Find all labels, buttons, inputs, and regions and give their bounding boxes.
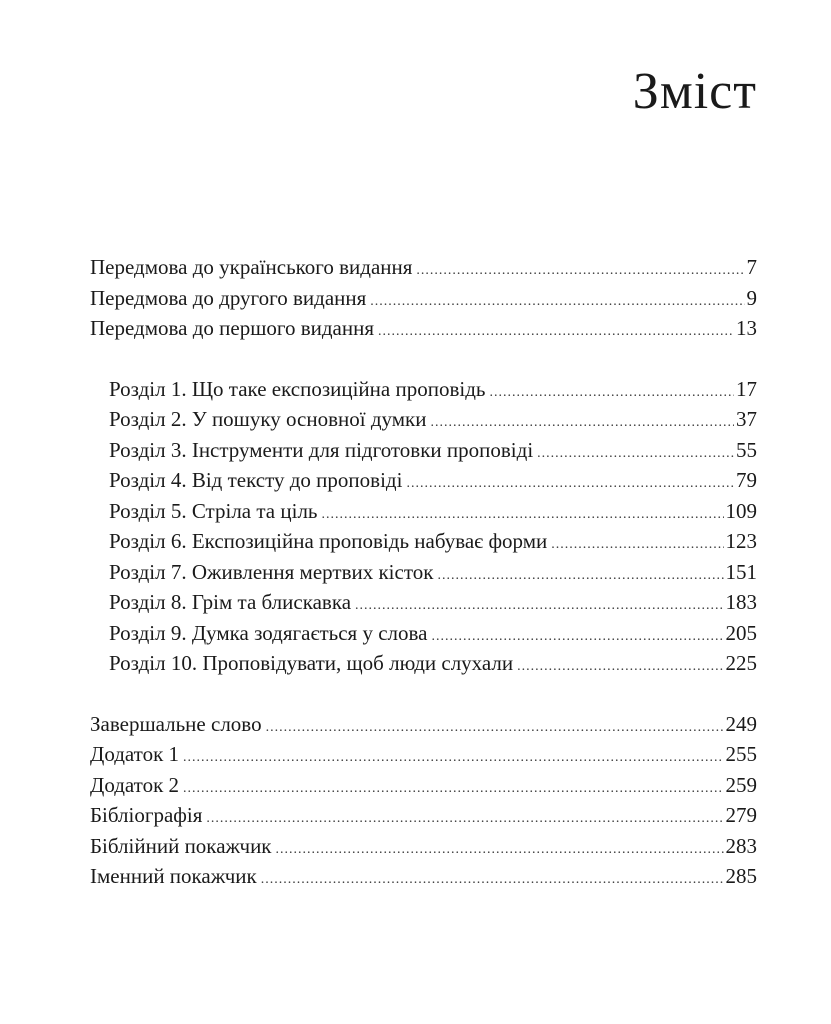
dot-leader	[261, 865, 724, 896]
dot-leader	[537, 439, 734, 470]
toc-entry[interactable]	[90, 709, 757, 740]
toc-entry-label: Розділ 9. Думка зодягається у слова	[109, 620, 428, 645]
toc-entry[interactable]	[90, 526, 757, 557]
toc-entry-page: 9	[746, 285, 757, 310]
toc-entry-page: 249	[725, 711, 757, 736]
toc-entry-label: Розділ 6. Експозиційна проповідь набуває форми	[109, 529, 548, 553]
toc-entry-page: 225	[725, 651, 757, 675]
toc-entry[interactable]	[90, 404, 757, 435]
toc-entry-label: Розділ 1. Що таке експозиційна проповідь	[109, 376, 486, 401]
toc-entry-page: 151	[725, 559, 757, 584]
toc-entry-label: Додаток 1	[90, 742, 180, 766]
dot-leader	[406, 469, 734, 500]
dot-leader	[416, 256, 744, 287]
toc-entry-page: 283	[725, 833, 757, 858]
dot-leader	[551, 530, 723, 561]
front-matter-list	[90, 252, 757, 344]
toc-entry-page: 285	[725, 864, 757, 888]
table-of-contents	[90, 252, 757, 892]
toc-entry-label: Бібліографія	[90, 803, 203, 827]
dot-leader	[266, 713, 724, 744]
dot-leader	[183, 774, 723, 805]
chapters-list	[90, 374, 757, 679]
toc-entry[interactable]	[90, 252, 757, 283]
toc-entry-label: Розділ 7. Оживлення мертвих кісток	[109, 559, 434, 584]
toc-entry-page: 37	[736, 407, 757, 431]
dot-leader	[206, 804, 723, 835]
toc-entry[interactable]	[90, 283, 757, 314]
toc-entry[interactable]	[90, 831, 757, 862]
toc-entry-page: 17	[736, 376, 757, 401]
dot-leader	[437, 561, 723, 592]
dot-leader	[378, 317, 734, 348]
toc-entry-label: Розділ 8. Грім та блискавка	[109, 590, 352, 614]
toc-entry[interactable]	[90, 496, 757, 527]
toc-entry-label: Розділ 10. Проповідувати, щоб люди слухали	[109, 651, 514, 675]
toc-entry-label: Розділ 5. Стріла та ціль	[109, 498, 318, 523]
toc-entry-label: Іменний покажчик	[90, 864, 257, 888]
toc-entry-page: 259	[725, 772, 757, 797]
toc-entry-label: Розділ 2. У пошуку основної думки	[109, 407, 427, 431]
toc-entry[interactable]	[90, 374, 757, 405]
toc-entry-page: 13	[736, 316, 757, 340]
toc-entry[interactable]	[90, 861, 757, 892]
toc-entry[interactable]	[90, 618, 757, 649]
toc-entry[interactable]	[90, 435, 757, 466]
toc-entry[interactable]	[90, 587, 757, 618]
toc-entry-label: Передмова до першого видання	[90, 316, 375, 340]
toc-entry[interactable]	[90, 648, 757, 679]
toc-entry-page: 279	[725, 803, 757, 827]
toc-entry-label: Біблійний покажчик	[90, 833, 272, 858]
toc-entry[interactable]	[90, 739, 757, 770]
toc-entry-page: 255	[725, 742, 757, 766]
toc-entry-label: Розділ 3. Інструменти для підготовки проповіді	[109, 437, 534, 462]
toc-entry[interactable]	[90, 465, 757, 496]
page-title: Зміст	[632, 63, 757, 120]
toc-entry-page: 205	[725, 620, 757, 645]
dot-leader	[183, 743, 723, 774]
toc-entry-page: 79	[736, 468, 757, 492]
toc-entry[interactable]	[90, 313, 757, 344]
toc-entry-label: Передмова до українського видання	[90, 255, 413, 279]
back-matter-list	[90, 709, 757, 892]
toc-entry-page: 7	[746, 255, 757, 279]
toc-entry-label: Розділ 4. Від тексту до проповіді	[109, 468, 403, 492]
toc-entry-label: Передмова до другого видання	[90, 285, 367, 310]
toc-entry-label: Завершальне слово	[90, 711, 262, 736]
toc-entry[interactable]	[90, 770, 757, 801]
toc-entry-page: 123	[725, 529, 757, 553]
dot-leader	[517, 652, 723, 683]
toc-entry[interactable]	[90, 800, 757, 831]
dot-leader	[276, 835, 724, 866]
dot-leader	[370, 287, 744, 318]
toc-entry-page: 109	[725, 498, 757, 523]
dot-leader	[489, 378, 734, 409]
toc-entry-page: 55	[736, 437, 757, 462]
toc-entry-page: 183	[725, 590, 757, 614]
toc-entry[interactable]	[90, 557, 757, 588]
toc-entry-label: Додаток 2	[90, 772, 180, 797]
